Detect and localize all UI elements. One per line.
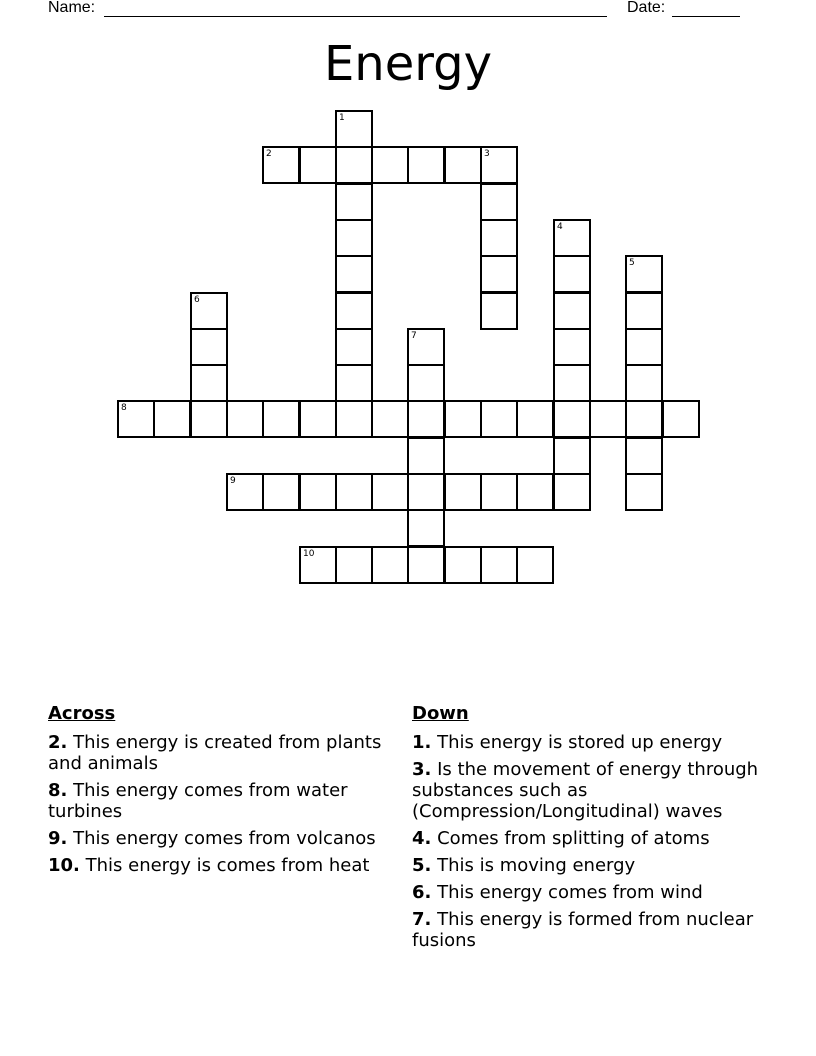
crossword-cell[interactable] [335,255,373,293]
crossword-cell[interactable] [553,328,591,366]
crossword-cell[interactable] [625,328,663,366]
clue-number: 3. [412,759,432,780]
clue-number: 2. [48,732,68,753]
clue-text: This energy is stored up energy [437,732,723,753]
clue-number: 8. [48,780,68,801]
page-title: Energy [323,36,493,92]
clue-text: This energy is comes from heat [85,855,370,876]
crossword-cell[interactable] [371,146,409,184]
crossword-cell[interactable] [516,473,554,511]
crossword-cell[interactable] [335,183,373,221]
clue-number-label: 8 [121,403,127,413]
clue-text: This energy comes from water turbines [48,780,348,822]
crossword-cell[interactable] [553,255,591,293]
crossword-cell[interactable] [407,546,445,584]
crossword-cell[interactable] [407,437,445,475]
crossword-cell[interactable] [299,400,337,438]
clue-text: This energy is created from plants and animals [48,732,382,774]
crossword-cell[interactable] [153,400,191,438]
clue-down-4 [412,828,772,849]
across-heading: Across [48,703,116,724]
crossword-cell[interactable] [444,546,482,584]
crossword-cell[interactable] [371,400,409,438]
crossword-cell[interactable] [335,400,373,438]
clue-number-label: 6 [194,295,200,305]
clue-across-9 [48,828,398,849]
crossword-cell[interactable] [407,328,445,366]
clue-text: This energy is formed from nuclear fusions [412,909,754,951]
crossword-cell[interactable] [553,400,591,438]
crossword-cell[interactable] [625,364,663,402]
crossword-cell[interactable] [444,146,482,184]
crossword-cell[interactable] [371,546,409,584]
clue-number: 5. [412,855,432,876]
crossword-cell[interactable] [335,219,373,257]
clue-number-label: 5 [629,258,635,268]
clue-number: 10. [48,855,80,876]
crossword-cell[interactable] [516,400,554,438]
down-heading: Down [412,703,469,724]
crossword-cell[interactable] [335,146,373,184]
clue-number: 4. [412,828,432,849]
crossword-cell[interactable] [407,473,445,511]
crossword-cell[interactable] [335,473,373,511]
crossword-cell[interactable] [480,400,518,438]
crossword-cell[interactable] [553,219,591,257]
crossword-cell[interactable] [589,400,627,438]
crossword-cell[interactable] [299,146,337,184]
clue-down-1 [412,732,772,753]
clue-number-label: 9 [230,476,236,486]
across-clues [48,702,398,882]
crossword-cell[interactable] [335,328,373,366]
crossword-cell[interactable] [480,546,518,584]
crossword-cell[interactable] [625,400,663,438]
clue-across-2 [48,732,398,774]
crossword-cell[interactable] [226,400,264,438]
crossword-cell[interactable] [262,400,300,438]
crossword-cell[interactable] [625,437,663,475]
crossword-cell[interactable] [625,473,663,511]
crossword-cell[interactable] [190,400,228,438]
name-field[interactable] [104,16,607,17]
clue-text: Is the movement of energy through substances such as (Compression/Longitudinal) waves [412,759,759,822]
clue-number-label: 1 [339,113,345,123]
clue-text: This is moving energy [437,855,636,876]
clue-number-label: 2 [266,149,272,159]
crossword-cell[interactable] [480,146,518,184]
crossword-cell[interactable] [190,364,228,402]
crossword-cell[interactable] [553,364,591,402]
crossword-cell[interactable] [480,219,518,257]
crossword-cell[interactable] [190,292,228,330]
clue-number: 9. [48,828,68,849]
clue-number: 1. [412,732,432,753]
clue-text: This energy comes from volcanos [73,828,376,849]
crossword-cell[interactable] [444,400,482,438]
clue-number-label: 10 [303,549,315,559]
crossword-cell[interactable] [553,473,591,511]
clue-down-6 [412,882,772,903]
date-label: Date: [627,0,666,16]
crossword-cell[interactable] [516,546,554,584]
crossword-cell[interactable] [407,509,445,547]
crossword-cell[interactable] [335,110,373,148]
date-field[interactable] [672,16,740,17]
crossword-cell[interactable] [662,400,700,438]
crossword-cell[interactable] [371,473,409,511]
crossword-cell[interactable] [299,546,337,584]
clue-across-8 [48,780,398,822]
clue-number-label: 7 [411,331,417,341]
clue-number: 7. [412,909,432,930]
clue-down-3 [412,759,772,822]
crossword-cell[interactable] [117,400,155,438]
crossword-cell[interactable] [407,364,445,402]
header [48,0,768,20]
crossword-cell[interactable] [407,146,445,184]
clue-across-10 [48,855,398,876]
crossword-cell[interactable] [553,437,591,475]
crossword-cell[interactable] [480,183,518,221]
clue-down-7 [412,909,772,951]
crossword-cell[interactable] [262,146,300,184]
clue-number-label: 3 [484,149,490,159]
down-clues [412,702,772,957]
clue-text: Comes from splitting of atoms [437,828,710,849]
clue-text: This energy comes from wind [437,882,703,903]
crossword-cell[interactable] [407,400,445,438]
crossword-cell[interactable] [480,292,518,330]
crossword-cell[interactable] [190,328,228,366]
name-label: Name: [48,0,96,16]
clue-down-5 [412,855,772,876]
crossword-cell[interactable] [335,364,373,402]
crossword-cell[interactable] [226,473,264,511]
crossword-cell[interactable] [625,255,663,293]
crossword-cell[interactable] [553,292,591,330]
clue-number: 6. [412,882,432,903]
crossword-cell[interactable] [444,473,482,511]
crossword-cell[interactable] [480,255,518,293]
clue-number-label: 4 [557,222,563,232]
crossword-cell[interactable] [262,473,300,511]
crossword-cell[interactable] [335,546,373,584]
crossword-cell[interactable] [625,292,663,330]
crossword-cell[interactable] [299,473,337,511]
crossword-cell[interactable] [480,473,518,511]
crossword-cell[interactable] [335,292,373,330]
